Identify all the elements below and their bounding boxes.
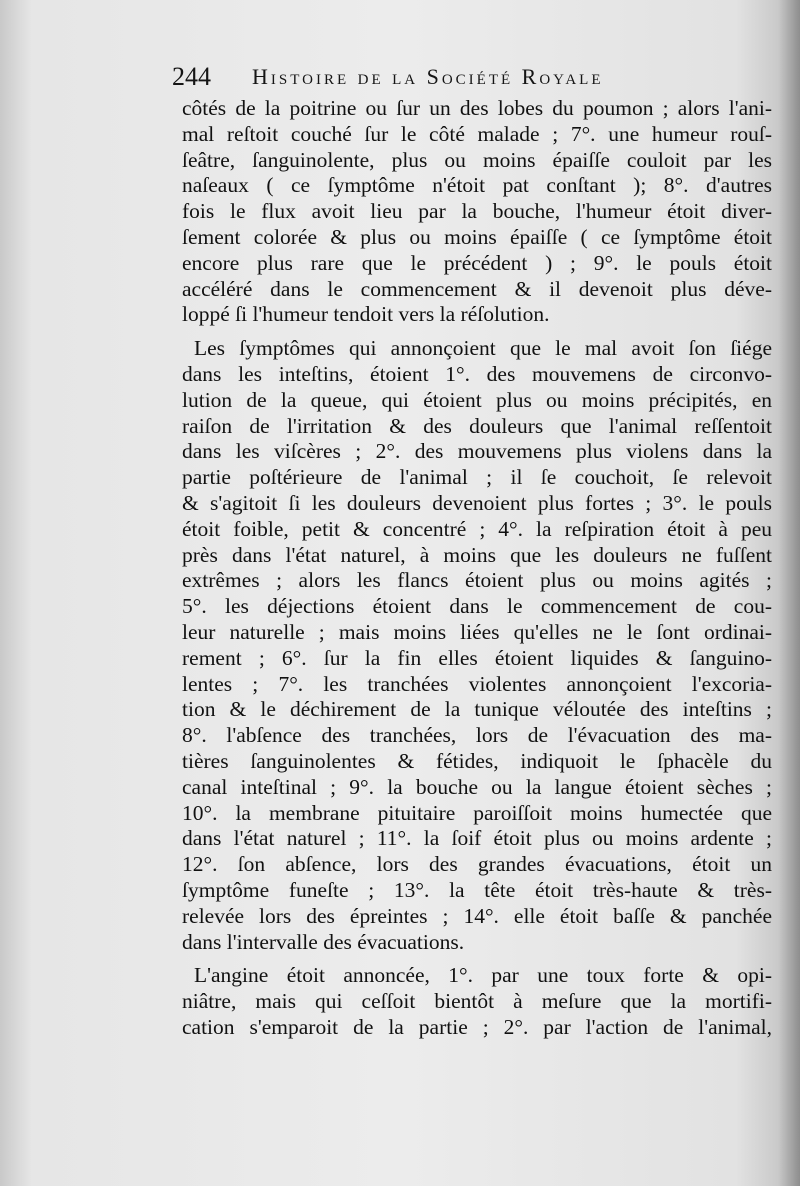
text-line: ſymptôme funeſte ; 13°. la tête étoit très-haute & très- (182, 877, 772, 902)
text-line: tion & le déchirement de la tunique véloutée des inteſtins ; (182, 697, 772, 722)
paragraph (182, 963, 772, 1040)
text-line: relevée lors des épreintes ; 14°. elle étoit baſſe & panchée (182, 903, 772, 928)
text-line: loppé ſi l'humeur tendoit vers la réſolution. (182, 302, 550, 327)
text-line: 10°. la membrane pituitaire paroiſſoit moins humectée que (182, 800, 772, 825)
running-title: Histoire de la Société Royale (252, 64, 604, 89)
text-line: fois le flux avoit lieu par la bouche, l'humeur étoit diver- (182, 199, 772, 224)
text-line: accéléré dans le commencement & il devenoit plus déve- (182, 276, 772, 301)
text-line: dans les inteſtins, étoient 1°. des mouvemens de circonvo- (182, 361, 772, 386)
text-line: lution de la queue, qui étoient plus ou moins précipités, en (182, 387, 772, 412)
text-line: rement ; 6°. ſur la fin elles étoient liquides & ſanguino- (182, 645, 772, 670)
text-line: dans les viſcères ; 2°. des mouvemens plus violens dans la (182, 439, 772, 464)
text-line: niâtre, mais qui ceſſoit bientôt à meſure que la mortifi- (182, 989, 772, 1014)
text-line: extrêmes ; alors les flancs étoient plus ou moins agités ; (182, 568, 772, 593)
text-line: près dans l'état naturel, à moins que les douleurs ne fuſſent (182, 542, 772, 567)
page-edge-shadow (778, 0, 800, 1186)
text-line: canal inteſtinal ; 9°. la bouche ou la langue étoient sèches ; (182, 774, 772, 799)
text-line: L'angine étoit annoncée, 1°. par une toux forte & opi- (194, 963, 772, 988)
page-number: 244 (172, 62, 211, 91)
text-line: 12°. ſon abſence, lors des grandes évacuations, étoit un (182, 852, 772, 877)
paragraph (182, 96, 772, 328)
text-line: 8°. l'abſence des tranchées, lors de l'évacuation des ma- (182, 723, 772, 748)
text-line: cation s'emparoit de la partie ; 2°. par l'action de l'animal, (182, 1014, 772, 1039)
text-line: partie poſtérieure de l'animal ; il ſe couchoit, ſe relevoit (182, 465, 772, 490)
text-line: ſement colorée & plus ou moins épaiſſe ( ce ſymptôme étoit (182, 224, 772, 249)
text-line: ſeâtre, ſanguinolente, plus ou moins épaiſſe couloit par les (182, 147, 772, 172)
text-line: tières ſanguinolentes & fétides, indiquoit le ſphacèle du (182, 748, 772, 773)
text-line: Les ſymptômes qui annonçoient que le mal avoit ſon ſiége (194, 336, 772, 361)
text-line: dans l'intervalle des évacuations. (182, 929, 465, 954)
text-line: encore plus rare que le précédent ) ; 9°. le pouls étoit (182, 250, 772, 275)
text-line: mal reſtoit couché ſur le côté malade ; 7°. une humeur rouſ- (182, 121, 772, 146)
text-line: dans l'état naturel ; 11°. la ſoif étoit plus ou moins ardente ; (182, 826, 772, 851)
text-line: côtés de la poitrine ou ſur un des lobes du poumon ; alors l'ani- (182, 96, 772, 120)
text-line: naſeaux ( ce ſymptôme n'étoit pat conſtant ); 8°. d'autres (182, 173, 772, 198)
text-line: & s'agitoit ſi les douleurs devenoient plus fortes ; 3°. le pouls (182, 490, 772, 515)
text-line: étoit foible, petit & concentré ; 4°. la reſpiration étoit à peu (182, 516, 772, 541)
paragraph (182, 336, 772, 955)
body-text (182, 96, 772, 1041)
text-line: lentes ; 7°. les tranchées violentes annonçoient l'excoria- (182, 671, 772, 696)
text-line: raiſon de l'irritation & des douleurs que l'animal reſſentoit (182, 413, 772, 438)
text-line: 5°. les déjections étoient dans le commencement de cou- (182, 594, 772, 619)
text-line: leur naturelle ; mais moins liées qu'elles ne le ſont ordinai- (182, 619, 772, 644)
page-header (172, 60, 732, 94)
paragraph-gap (182, 955, 772, 963)
paragraph-gap (182, 328, 772, 336)
